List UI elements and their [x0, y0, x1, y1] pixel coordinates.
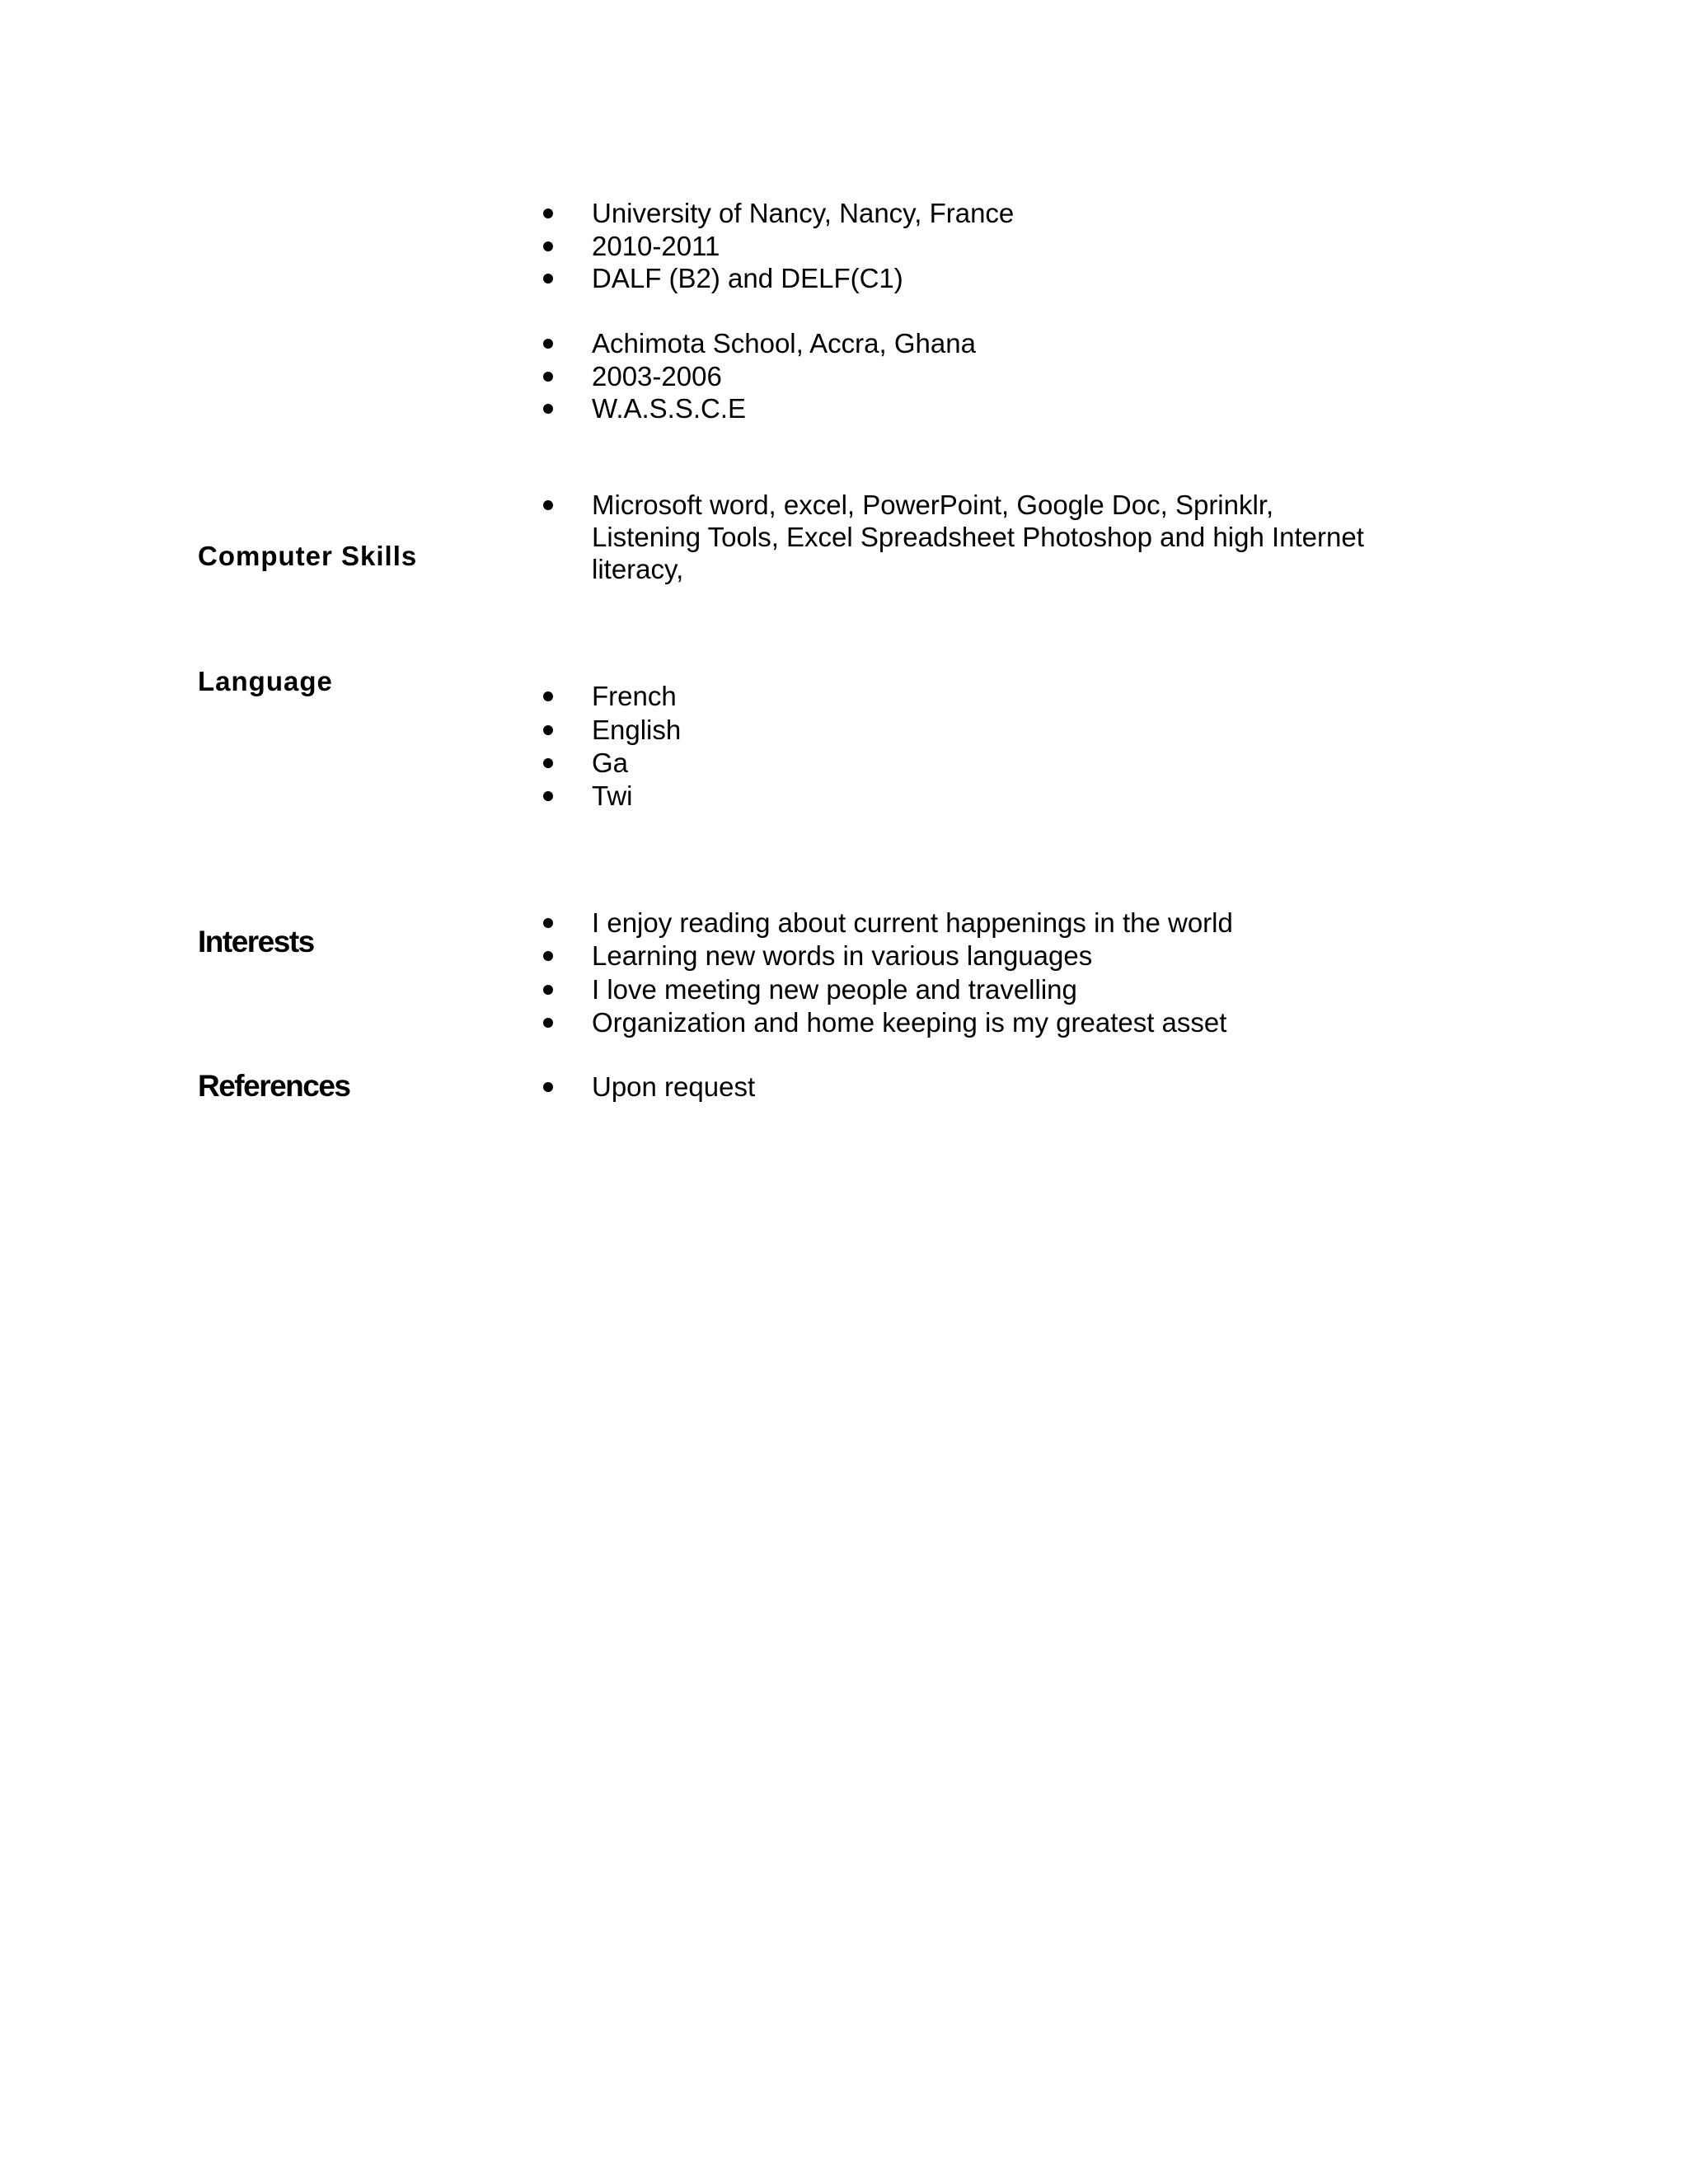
language-item: Twi — [592, 780, 633, 811]
bullet-icon — [543, 691, 553, 701]
bullet-icon — [543, 951, 553, 961]
education-item: W.A.S.S.C.E — [592, 393, 747, 424]
bullet-icon — [543, 985, 553, 995]
bullet-icon — [543, 1018, 553, 1028]
language-item: English — [592, 715, 682, 745]
bullet-icon — [543, 500, 553, 510]
bullet-icon — [543, 1082, 553, 1092]
language-item: French — [592, 681, 677, 711]
bullet-icon — [543, 339, 553, 349]
interests-item: Organization and home keeping is my greatest asset — [592, 1007, 1227, 1038]
education-item: 2003-2006 — [592, 361, 722, 391]
bullet-icon — [543, 918, 553, 928]
bullet-icon — [543, 791, 553, 801]
interests-item: I enjoy reading about current happenings in the world — [592, 907, 1233, 938]
education-item: Achimota School, Accra, Ghana — [592, 328, 976, 359]
language-item: Ga — [592, 748, 629, 778]
bullet-icon — [543, 404, 553, 414]
interests-item: Learning new words in various languages — [592, 940, 1093, 971]
education-item: 2010-2011 — [592, 231, 720, 261]
bullet-icon — [543, 372, 553, 382]
education-item: DALF (B2) and DELF(C1) — [592, 263, 903, 293]
interests-heading: Interests — [198, 925, 314, 958]
language-heading: Language — [198, 666, 333, 696]
bullet-icon — [543, 241, 553, 251]
education-item: University of Nancy, Nancy, France — [592, 198, 1015, 228]
bullet-icon — [543, 274, 553, 284]
references-item: Upon request — [592, 1071, 756, 1102]
bullet-icon — [543, 725, 553, 735]
references-heading: References — [198, 1069, 350, 1103]
computer-skills-item: Microsoft word, excel, PowerPoint, Google Doc, Sprinklr, Listening Tools, Excel Spreadsheet Photoshop and high Internet literacy, — [592, 490, 1364, 584]
computer-skills-heading: Computer Skills — [198, 541, 418, 571]
interests-item: I love meeting new people and travelling — [592, 974, 1077, 1005]
bullet-icon — [543, 209, 553, 218]
bullet-icon — [543, 758, 553, 768]
